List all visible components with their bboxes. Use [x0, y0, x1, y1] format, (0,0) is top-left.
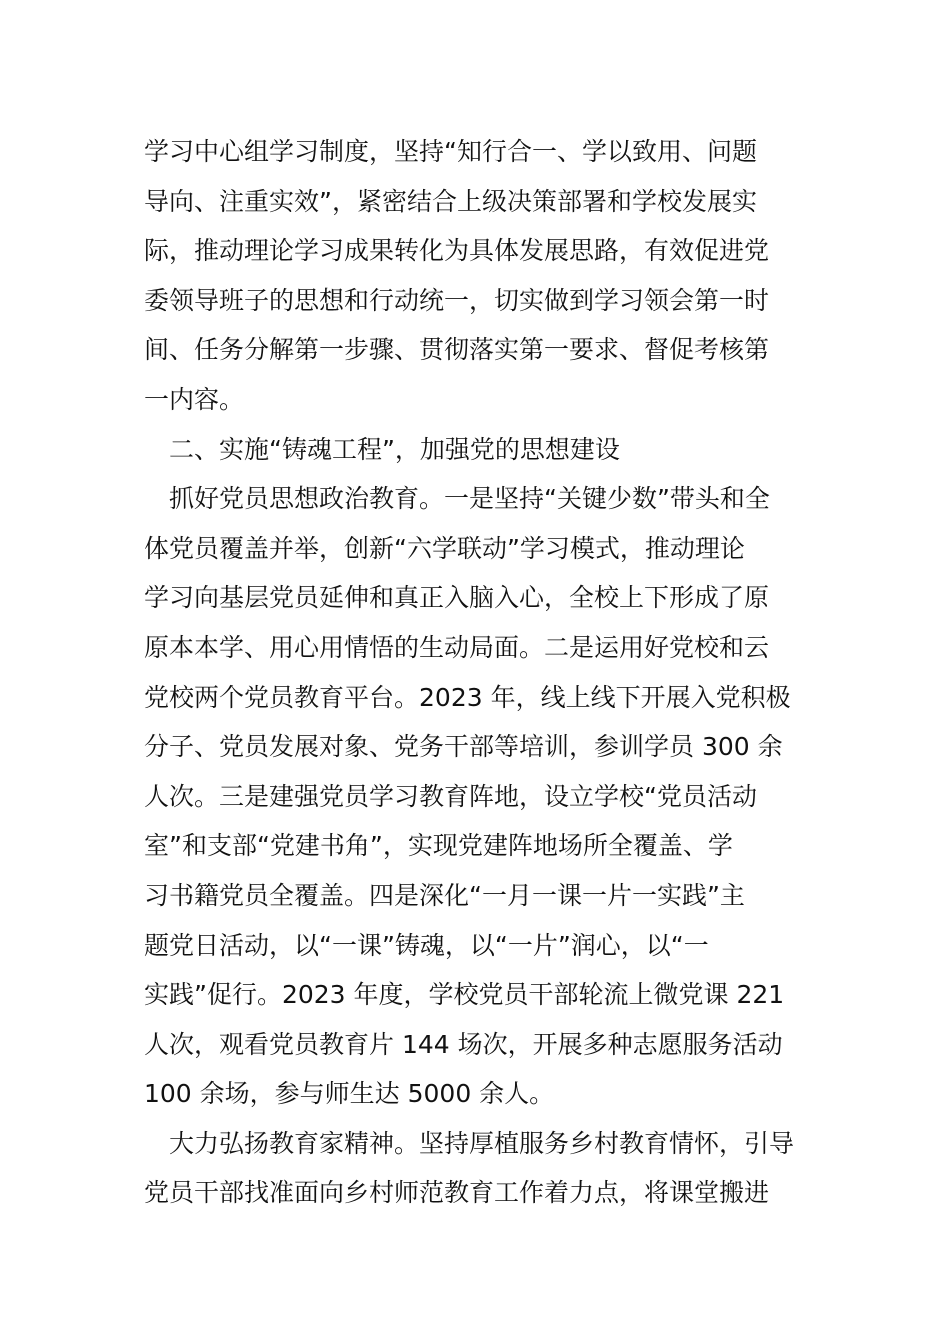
- text-line: 原本本学、用心用情悟的生动局面。二是运用好党校和云: [144, 632, 770, 662]
- text-line: 委领导班子的思想和行动统一，切实做到学习领会第一时: [144, 285, 770, 315]
- text-line: 一内容。: [144, 384, 245, 414]
- text-line: 人次，观看党员教育片 144 场次，开展多种志愿服务活动: [144, 1029, 783, 1059]
- text-line: 党校两个党员教育平台。2023 年，线上线下开展入党积极: [144, 682, 791, 712]
- text-line: 学习中心组学习制度，坚持“知行合一、学以致用、问题: [144, 137, 757, 166]
- text-line: 题党日活动，以“一课”铸魂，以“一片”润心，以“一: [144, 930, 709, 960]
- text-line: 习书籍党员全覆盖。四是深化“一月一课一片一实践”主: [144, 880, 745, 910]
- text-line: 抓好党员思想政治教育。一是坚持“关键少数”带头和全: [144, 484, 770, 514]
- text-line: 100 余场，参与师生达 5000 余人。: [144, 1079, 555, 1109]
- text-line: 导向、注重实效”，紧密结合上级决策部署和学校发展实: [144, 186, 757, 216]
- document-body: [144, 127, 814, 1218]
- text-line: 党员干部找准面向乡村师范教育工作着力点，将课堂搬进: [144, 1178, 770, 1208]
- section-heading: 二、实施“铸魂工程”，加强党的思想建设: [144, 434, 620, 464]
- text-line: 室”和支部“党建书角”，实现党建阵地场所全覆盖、学: [144, 831, 733, 861]
- text-line: 实践”促行。2023 年度，学校党员干部轮流上微党课 221: [144, 980, 785, 1010]
- text-line: 人次。三是建强党员学习教育阵地，设立学校“党员活动: [144, 781, 757, 811]
- text-line: 体党员覆盖并举，创新“六学联动”学习模式，推动理论: [144, 533, 745, 563]
- text-line: 学习向基层党员延伸和真正入脑入心，全校上下形成了原: [144, 583, 770, 613]
- text-line: 际，推动理论学习成果转化为具体发展思路，有效促进党: [144, 236, 770, 266]
- text-line: 分子、党员发展对象、党务干部等培训，参训学员 300 余: [144, 732, 783, 762]
- text-line: 间、任务分解第一步骤、贯彻落实第一要求、督促考核第: [144, 335, 770, 365]
- text-line: 大力弘扬教育家精神。坚持厚植服务乡村教育情怀，引导: [144, 1128, 795, 1158]
